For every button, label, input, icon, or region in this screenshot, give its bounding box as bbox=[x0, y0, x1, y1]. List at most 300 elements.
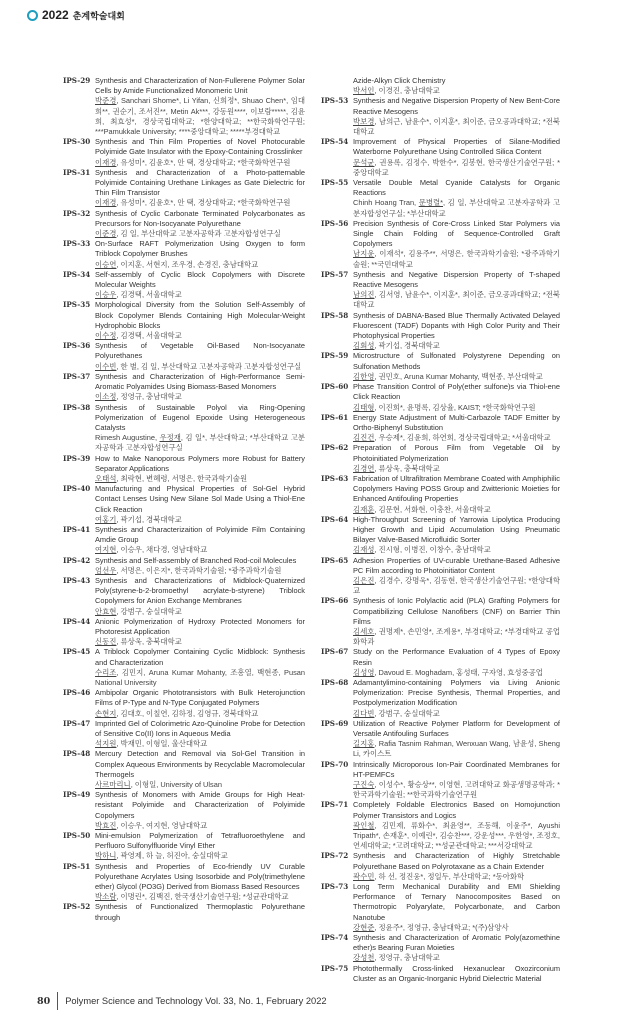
presenter: 곽수민 bbox=[353, 871, 375, 881]
entry-code: IPS-59 bbox=[321, 351, 349, 361]
entry-title: Synthesis and Characterization of Highly Stretchable Polyurethane Based on Polyrotaxane as a Chain Extender bbox=[353, 851, 560, 871]
entry-authors bbox=[95, 433, 305, 453]
coauthors: , 김경수, 강명욱*, 김동현, 한국생산기술연구원; *한양대학교 bbox=[353, 575, 560, 596]
coauthors: , 박재민, 이형일, 울산대학교 bbox=[116, 739, 208, 749]
right-column bbox=[321, 76, 560, 984]
entry-code: IPS-58 bbox=[321, 310, 349, 320]
entry-body bbox=[353, 964, 560, 984]
entry-title: A Triblock Copolymer Containing Cyclic Midblock: Synthesis and Characterization bbox=[95, 647, 305, 667]
entry-authors bbox=[353, 576, 560, 596]
coauthors-before: Rimesh Augustine, bbox=[95, 433, 160, 443]
presenter: 김은진 bbox=[353, 575, 375, 585]
presenter: 김한영 bbox=[353, 371, 375, 381]
entry-code: IPS-71 bbox=[321, 800, 349, 810]
entry-title: Fabrication of Ultrafiltration Membrane Coated with Amphiphilic Copolymers Having POSS Group and Zwitterionic Moieties for Enhanced Antifouling Properties bbox=[353, 473, 560, 504]
abstract-entry bbox=[63, 790, 305, 831]
entry-body bbox=[95, 525, 305, 556]
presenter: 박준경 bbox=[95, 96, 117, 106]
presenter: 김재훈 bbox=[353, 504, 375, 514]
entry-authors bbox=[95, 851, 305, 861]
entry-body bbox=[353, 647, 560, 678]
abstract-entry bbox=[63, 300, 305, 341]
entry-body bbox=[353, 96, 560, 137]
entry-code: IPS-72 bbox=[321, 851, 349, 861]
coauthors: , 진시형, 이병진, 이창수, 충남대학교 bbox=[374, 545, 491, 555]
abstract-entry bbox=[63, 525, 305, 556]
entry-body bbox=[95, 556, 305, 576]
coauthors: , 곽영제, 하 늘, 허진아, 숭실대학교 bbox=[116, 851, 228, 861]
presenter: 이재경 bbox=[95, 157, 117, 167]
entry-authors bbox=[353, 780, 560, 800]
abstract-entry bbox=[321, 515, 560, 556]
abstract-entry bbox=[63, 902, 305, 922]
entry-code: IPS-55 bbox=[321, 178, 349, 188]
entry-authors bbox=[353, 249, 560, 269]
coauthors: , 강범구, 숭실대학교 bbox=[374, 708, 440, 718]
entry-body bbox=[353, 443, 560, 474]
presenter: 박소람 bbox=[95, 892, 117, 902]
entry-title: High-Throughput Screening of Yarrowia Lipolytica Producing Higher Growth and Lipid Accumulation Using Pneumatic Bilayer Valve-Based Microfluidic Sorter bbox=[353, 514, 560, 545]
abstract-entry bbox=[63, 270, 305, 301]
coauthors: , 이승우, 채다경, 영남대학교 bbox=[116, 545, 208, 555]
coauthors: , 김 일, 부산대학교 고분자공학과 고분자합성연구실 bbox=[116, 229, 281, 239]
abstract-entry bbox=[63, 341, 305, 372]
entry-title: Phase Transition Control of Poly(ether sulfone)s via Thiol-ene Click Reaction bbox=[353, 382, 560, 402]
entry-code: IPS-46 bbox=[63, 688, 91, 698]
coauthors: , 하 선, 정진웅*, 정일두, 부산대학교; *동아화학 bbox=[374, 871, 525, 881]
entry-title: Completely Foldable Electronics Based on Homojunction Polymer Transistors and Logics bbox=[353, 800, 560, 820]
entry-title: Imprinted Gel of Colorimetric Azo-Quinoline Probe for Detection of Sensitive Co(II) Ions in Aqueous Media bbox=[95, 718, 305, 738]
entry-code: IPS-30 bbox=[63, 137, 91, 147]
entry-body bbox=[353, 800, 560, 851]
entry-body bbox=[95, 239, 305, 270]
entry-authors bbox=[95, 709, 305, 719]
entry-title: Manufacturing and Physical Properties of Sol-Gel Hybrid Contact Lenses Using New Silane Sol Made Using a Thiol-Ene Click Reaction bbox=[95, 484, 305, 514]
abstract-entry bbox=[63, 719, 305, 750]
coauthors: , Rafia Tasnim Rahman, Wenxuan Wang, 남윤성, Sheng Li, 카이스트 bbox=[353, 739, 560, 759]
entry-authors bbox=[353, 372, 560, 382]
coauthors: , 김 일, 부산대학교 고분자공학과 고분자합성연구실; *부산대학교 bbox=[353, 198, 561, 218]
abstract-entry bbox=[321, 351, 560, 382]
entry-authors bbox=[95, 331, 305, 341]
entry-body bbox=[95, 372, 305, 403]
presenter: 여지현 bbox=[95, 545, 117, 555]
presenter: 안효현 bbox=[95, 606, 117, 616]
entry-authors bbox=[353, 464, 560, 474]
entry-code: IPS-35 bbox=[63, 300, 91, 310]
entry-authors bbox=[95, 290, 305, 300]
abstract-entry bbox=[321, 800, 560, 851]
abstract-entry bbox=[321, 96, 560, 137]
coauthors: , 남의근, 남윤수*, 이지훈*, 최이준, 금오공과대학교; *전북대학교 bbox=[353, 116, 560, 137]
entry-code: IPS-49 bbox=[63, 790, 91, 800]
entry-body bbox=[95, 137, 305, 168]
entry-code: IPS-31 bbox=[63, 167, 91, 177]
coauthors-before: Chinh Hoang Tran, bbox=[353, 198, 419, 208]
abstract-entry bbox=[321, 719, 560, 760]
entry-body bbox=[95, 719, 305, 750]
entry-code: IPS-44 bbox=[63, 616, 91, 626]
presenter: 강현준 bbox=[353, 922, 375, 932]
abstract-entry bbox=[63, 484, 305, 525]
footer-divider bbox=[57, 992, 58, 1010]
coauthors: , 권명제*, 손민영*, 조계용*, 부경대학교; *부경대학교 공업화학과 bbox=[353, 626, 560, 647]
coauthors: , 김민지, Aruna Kumar Mohanty, 조흥열, 백현종, Pusan National University bbox=[95, 667, 305, 687]
entry-title: Synthesis and Negative Dispersion Property of T-shaped Reactive Mesogens bbox=[353, 269, 560, 290]
entry-code: IPS-50 bbox=[63, 831, 91, 841]
entry-title: Synthesis of Vegetable Oil-Based Non-Isocyanate Polyurethanes bbox=[95, 341, 305, 361]
entry-title: Synthesis and Characterizaition of Polyimide Film Containing Amdie Group bbox=[95, 524, 305, 545]
abstract-entry bbox=[63, 168, 305, 209]
entry-body bbox=[353, 933, 560, 964]
entry-code: IPS-38 bbox=[63, 402, 91, 412]
coauthors: , 권용록, 김정수, 박한수*, 김봉현, 한국생산기술연구원; *중앙대학교 bbox=[353, 157, 560, 177]
entry-body bbox=[353, 851, 560, 882]
entry-code: IPS-40 bbox=[63, 484, 91, 494]
abstract-entry bbox=[63, 454, 305, 485]
entry-code: IPS-75 bbox=[321, 963, 349, 973]
abstract-entry bbox=[321, 760, 560, 801]
entry-code: IPS-36 bbox=[63, 341, 91, 351]
entry-code: IPS-47 bbox=[63, 718, 91, 728]
entry-authors bbox=[353, 198, 560, 218]
entry-body bbox=[95, 576, 305, 617]
entry-title: Study on the Performance Evaluation of 4 Types of Epoxy Resin bbox=[353, 647, 560, 667]
presenter: 김태형 bbox=[353, 402, 375, 412]
entry-code: IPS-43 bbox=[63, 575, 91, 585]
entry-title: Synthesis and Characterization of a Photo-patternable Polyimide Containing Urethane Linkages as Gate Dielectric for Thin Film Transistor bbox=[95, 167, 305, 198]
presenter: 오태석 bbox=[95, 473, 117, 483]
entry-body bbox=[353, 137, 560, 178]
entry-authors bbox=[353, 505, 560, 515]
coauthors: , 김 일*, 부산대학교; *부산대학교 고분자공학과 고분자합성연구실 bbox=[95, 433, 305, 453]
coauthors: , 이승우, 여지현, 영남대학교 bbox=[116, 820, 208, 830]
entry-code: IPS-67 bbox=[321, 647, 349, 657]
journal-info: Polymer Science and Technology Vol. 33, No. 1, February 2022 bbox=[65, 996, 327, 1006]
entry-authors bbox=[353, 709, 560, 719]
entry-body bbox=[95, 76, 305, 137]
header-year: 2022 bbox=[42, 8, 69, 22]
entry-authors bbox=[353, 158, 560, 178]
entry-authors bbox=[95, 780, 305, 790]
presenter: 김경연 bbox=[353, 463, 375, 473]
presenter: 강성천 bbox=[353, 953, 375, 963]
entry-body bbox=[353, 882, 560, 933]
presenter: 남의진 bbox=[353, 290, 375, 300]
entry-authors bbox=[95, 96, 305, 137]
abstract-entry bbox=[63, 239, 305, 270]
entry-title: Photothermally Cross-linked Hexanuclear Oxozirconium Cluster as an Organic-Inorganic Hybrid Dielectric Material bbox=[353, 963, 560, 983]
abstract-entry bbox=[321, 933, 560, 964]
coauthors: , 이성수*, 황승상**, 이영현, 고려대학교 화공생명공학과; *한국과학기술원; **한국과학기술연구원 bbox=[353, 780, 560, 800]
abstract-entry bbox=[321, 270, 560, 311]
coauthors: , 정윤주*, 정영규, 충남대학교; *(주)삼양사 bbox=[374, 922, 509, 932]
entry-title: Versatile Double Metal Cyanide Catalysts for Organic Reactions bbox=[353, 178, 560, 198]
entry-authors bbox=[353, 627, 560, 647]
entry-body bbox=[95, 831, 305, 862]
entry-body bbox=[353, 351, 560, 382]
coauthors: , 김문현, 서화현, 이충찬, 서울대학교 bbox=[374, 504, 491, 514]
entry-code: IPS-56 bbox=[321, 218, 349, 228]
entry-code: IPS-33 bbox=[63, 239, 91, 249]
abstract-entry bbox=[321, 413, 560, 444]
coauthors: , 곽기섭, 경북대학교 bbox=[116, 514, 182, 524]
abstract-entry bbox=[63, 576, 305, 617]
entry-title: Adamantylimino-containing Polymers via Living Anionic Polymerization: Precise Synthesis, Thermal Properties, and Postpolymerization Modification bbox=[353, 677, 560, 708]
entry-body bbox=[353, 178, 560, 219]
abstract-entry bbox=[63, 403, 305, 454]
entry-authors bbox=[95, 362, 305, 372]
coauthors: , 이경진, 충남대학교 bbox=[374, 86, 440, 96]
entry-body bbox=[353, 219, 560, 270]
entry-title: Precision Synthesis of Core-Cross Linked Star Polymers via Single Chain Folding of Sequence-Controlled Graft Copolymers bbox=[353, 218, 560, 249]
entry-title: Synthesis of Functionalized Thermoplastic Polyurethane through bbox=[95, 902, 305, 922]
entry-authors bbox=[95, 892, 305, 902]
abstract-entry bbox=[321, 382, 560, 413]
abstract-entry bbox=[63, 556, 305, 576]
presenter: 이수빈 bbox=[95, 361, 117, 371]
coauthors: , 우승제*, 김윤희, 하연희, 경상국립대학교; *서울대학교 bbox=[374, 433, 551, 443]
presenter: 박하니 bbox=[95, 851, 117, 861]
presenter: 김회성 bbox=[353, 341, 375, 351]
presenter: 곽인철 bbox=[353, 820, 375, 830]
entry-title: Long Term Mechanical Durability and EMI Shielding Performance of Ternary Nanocomposites Based on Thermotropic Polyarylate, Polycarbonate, and Carbon Nanotube bbox=[353, 882, 560, 922]
entry-title: Microstructure of Sulfonated Polystyrene Depending on Sulfonation Methods bbox=[353, 351, 560, 371]
entry-authors bbox=[95, 607, 305, 617]
presenter: 석지원 bbox=[95, 739, 117, 749]
entry-title: Synthesis of Ionic Polylactic acid (PLA) Grafting Polymers for Compatibilizing Cellulose Nanofibers (CNF) on Barrier Thin Films bbox=[353, 596, 560, 626]
abstract-entry bbox=[63, 209, 305, 240]
presenter: 신동진 bbox=[95, 637, 117, 647]
entry-title: Synthesis of Sustainable Polyol via Ring-Opening Polymerization of Eugenol Epoxide Using Heterogeneous Catalysts bbox=[95, 402, 305, 432]
coauthors: , 이지훈, 서현지, 조우경, 손경진, 충남대학교 bbox=[116, 259, 259, 269]
entry-authors bbox=[95, 198, 305, 208]
presenter: 이수정 bbox=[95, 331, 117, 341]
abstract-entry bbox=[321, 219, 560, 270]
entry-title: How to Make Nanoporous Polymers more Robust for Battery Separator Applications bbox=[95, 453, 305, 473]
entry-authors bbox=[353, 739, 560, 759]
entry-authors bbox=[353, 953, 560, 963]
entry-body bbox=[353, 311, 560, 352]
entry-title: Azide-Alkyn Click Chemistry bbox=[353, 76, 446, 85]
abstract-entry bbox=[321, 474, 560, 515]
coauthors: , 이명린*, 김백진, 한국생산기술연구원; *성균관대학교 bbox=[116, 892, 289, 902]
presenter: 길지홍 bbox=[353, 739, 375, 749]
entry-code: IPS-32 bbox=[63, 208, 91, 218]
abstract-entry bbox=[63, 617, 305, 648]
entry-code: IPS-64 bbox=[321, 514, 349, 524]
entry-title: Synthesis and Thin Film Properties of Novel Photocurable Polyimide Gate Insulator with the Epoxy-Containing Crosslinker bbox=[95, 137, 305, 157]
abstract-entry bbox=[321, 964, 560, 984]
entry-authors bbox=[95, 158, 305, 168]
abstract-entry bbox=[63, 862, 305, 903]
presenter: 남지윤 bbox=[353, 249, 375, 259]
coauthors: , 이진희*, 윤명록, 김상율, KAIST; *한국화학연구원 bbox=[374, 402, 536, 412]
coauthors: , 권민호, Aruna Kumar Mohanty, 백현종, 부산대학교 bbox=[374, 371, 543, 381]
entry-authors bbox=[353, 821, 560, 852]
entry-authors bbox=[353, 923, 560, 933]
coauthors: , 이형일, University of Ulsan bbox=[130, 780, 222, 790]
coauthors: , 김서영, 남윤수*, 이지훈*, 최이준, 금오공과대학교; *전북대학교 bbox=[353, 290, 560, 310]
header-title: 춘계학술대회 bbox=[72, 10, 125, 21]
entry-body bbox=[353, 556, 560, 597]
abstract-entry bbox=[63, 831, 305, 862]
abstract-entry bbox=[321, 178, 560, 219]
abstract-entry bbox=[321, 443, 560, 474]
abstract-entry bbox=[321, 851, 560, 882]
presenter: 이승우 bbox=[95, 290, 117, 300]
coauthors: , 한 별, 김 일, 부산대학교 고분자공학과 고분자합성연구실 bbox=[116, 361, 302, 371]
abstract-entry bbox=[63, 749, 305, 790]
coauthors: , 정영규, 충남대학교 bbox=[374, 953, 440, 963]
entry-title: Adhesion Properties of UV-curable Urethane-Based Adhesive PC Film according to Photoinitiator Content bbox=[353, 555, 560, 575]
entry-code: IPS-57 bbox=[321, 269, 349, 279]
abstract-entry bbox=[321, 596, 560, 647]
presenter: 구진숙 bbox=[353, 780, 375, 790]
entry-authors bbox=[95, 637, 305, 647]
entry-code: IPS-29 bbox=[63, 76, 91, 85]
entry-title: Synthesis and Self-assembly of Branched Rod-coil Molecules bbox=[95, 555, 297, 565]
entry-title: Ambipolar Organic Phototransistors with Bulk Heterojunction Films of P-Type and N-Type Conjugated Polymers bbox=[95, 688, 305, 708]
entry-code: IPS-52 bbox=[63, 902, 91, 912]
abstract-entry bbox=[63, 137, 305, 168]
abstract-entry bbox=[321, 137, 560, 178]
abstract-entry bbox=[63, 372, 305, 403]
entry-authors bbox=[95, 474, 305, 484]
entry-body bbox=[353, 596, 560, 647]
presenter: 김재성 bbox=[353, 545, 375, 555]
entry-body bbox=[95, 209, 305, 240]
left-column bbox=[63, 76, 305, 923]
entry-body bbox=[95, 862, 305, 903]
entry-authors bbox=[353, 403, 560, 413]
presenter: 엄선우 bbox=[95, 565, 117, 575]
entry-authors bbox=[353, 290, 560, 310]
entry-authors bbox=[353, 668, 560, 678]
entry-authors bbox=[95, 668, 305, 688]
entry-authors bbox=[353, 86, 560, 96]
entry-body bbox=[353, 474, 560, 515]
entry-code: IPS-41 bbox=[63, 524, 91, 534]
entry-title: Synthesis and Characterizations of Midblock-Quaternized Poly(styrene-b-2-bromoethyl acrylate-b-styrene) Triblock Copolymers for Anion Exchange Membranes bbox=[95, 575, 305, 606]
coauthors: , 최락현, 변혜령, 서명은, 한국과학기술원 bbox=[116, 473, 248, 483]
coauthors: , 류상욱, 충북대학교 bbox=[374, 463, 440, 473]
entry-body bbox=[353, 678, 560, 719]
presenter: 이소정 bbox=[95, 392, 117, 402]
presenter: 손현지 bbox=[95, 708, 117, 718]
entry-body bbox=[95, 617, 305, 648]
entry-authors bbox=[353, 545, 560, 555]
abstract-entry bbox=[321, 647, 560, 678]
entry-title: Self-assembly of Cyclic Block Copolymers with Discrete Molecular Weights bbox=[95, 269, 305, 290]
presenter: 우정재 bbox=[159, 433, 181, 443]
entry-title: Mini-emulsion Polymerization of Tetrafluoroethylene and Perfluoro Sulfonylfluoride Vinyl Ether bbox=[95, 831, 305, 851]
presenter: 박보경 bbox=[353, 116, 375, 126]
entry-title: Synthesis and Properties of Eco-friendly UV Curable Polyurethane Acrylates Using Isosorbide and Poly(trimethylene ether) Glycol (PO3G) Derived from Biomass Based Resources bbox=[95, 861, 305, 892]
entry-continuation bbox=[321, 76, 560, 96]
abstract-entry bbox=[63, 76, 305, 137]
entry-title: Intrinsically Microporous Ion-Pair Coordinated Membranes for HT-PEMFCs bbox=[353, 759, 560, 779]
coauthors: , 서명은, 이은지*, 한국과학기술원; *광주과학기술원 bbox=[116, 565, 282, 575]
entry-body bbox=[95, 749, 305, 790]
entry-code: IPS-45 bbox=[63, 647, 91, 657]
entry-code: IPS-68 bbox=[321, 677, 349, 687]
entry-body bbox=[353, 382, 560, 413]
page-number: 80 bbox=[37, 995, 51, 1007]
abstract-entry bbox=[321, 678, 560, 719]
entry-title: Preparation of Porous Film from Vegetable Oil by Photoinitiated Polymerization bbox=[353, 443, 560, 463]
entry-title: Improvement of Physical Properties of Silane-Modified Waterborne Polyurethane Using Controlled Silica Content bbox=[353, 137, 560, 157]
coauthors: , 김경택, 서울대학교 bbox=[116, 290, 182, 300]
entry-authors bbox=[95, 739, 305, 749]
entry-body bbox=[353, 719, 560, 760]
page-header bbox=[27, 8, 125, 22]
entry-authors bbox=[95, 260, 305, 270]
presenter: 이재경 bbox=[95, 198, 117, 208]
abstract-entry bbox=[321, 882, 560, 933]
entry-code: IPS-65 bbox=[321, 555, 349, 565]
entry-body bbox=[353, 270, 560, 311]
entry-authors bbox=[95, 392, 305, 402]
presenter: 박효진 bbox=[95, 820, 117, 830]
coauthors: , 이재석*, 김용주**, 서명은, 한국과학기술원; *광주과학기술원; **국민대학교 bbox=[353, 249, 560, 269]
entry-code: IPS-63 bbox=[321, 473, 349, 483]
entry-body bbox=[95, 688, 305, 719]
entry-code: IPS-51 bbox=[63, 861, 91, 871]
entry-body bbox=[95, 902, 305, 922]
entry-code: IPS-69 bbox=[321, 718, 349, 728]
coauthors: , 유성미*, 김윤호*, 안 택, 경상대학교; *한국화학연구원 bbox=[116, 157, 291, 167]
entry-code: IPS-34 bbox=[63, 269, 91, 279]
presenter: 김다빈 bbox=[353, 708, 375, 718]
entry-title: Anionic Polymerization of Hydroxy Protected Monomers for Photoresist Application bbox=[95, 616, 305, 636]
entry-code: IPS-60 bbox=[321, 382, 349, 392]
entry-authors bbox=[353, 872, 560, 882]
presenter: 수리조 bbox=[95, 667, 117, 677]
entry-body bbox=[95, 647, 305, 688]
entry-body bbox=[95, 168, 305, 209]
entry-body bbox=[353, 413, 560, 444]
abstract-entry bbox=[63, 647, 305, 688]
entry-authors bbox=[353, 117, 560, 137]
entry-title: Synthesis and Characterization of High-Performance Semi-Aromatic Polyamides Using Biomass-Based Monomers bbox=[95, 371, 305, 392]
entry-code: IPS-61 bbox=[321, 412, 349, 422]
entry-title: Utilization of Reactive Polymer Platform for Development of Versatile Antifouling Surfaces bbox=[353, 718, 560, 738]
entry-title: Synthesis and Characterization of Aromatic Poly(azomethine ether)s Bearing Furan Moieties bbox=[353, 933, 560, 953]
presenter: 김세호 bbox=[353, 626, 375, 636]
presenter: 여홍기 bbox=[95, 514, 117, 524]
entry-title: Synthesis of Cyclic Carbonate Terminated Polycarbonates as Precursors for Non-Isocyanate Polyurethane bbox=[95, 208, 305, 228]
coauthors: , 김대호, 이칠연, 김하정, 김영규, 경북대학교 bbox=[116, 708, 259, 718]
entry-code: IPS-42 bbox=[63, 555, 91, 565]
entry-code: IPS-53 bbox=[321, 96, 349, 106]
coauthors: , 강범구, 숭실대학교 bbox=[116, 606, 182, 616]
entry-body bbox=[353, 515, 560, 556]
entry-body bbox=[95, 341, 305, 372]
entry-title: Morphological Diversity from the Solution Self-Assembly of Block Copolymer Blends Containing High Molecular-Weight Hydrophobic Blocks bbox=[95, 300, 305, 330]
entry-code: IPS-66 bbox=[321, 596, 349, 606]
entry-code: IPS-37 bbox=[63, 371, 91, 381]
page-footer bbox=[37, 992, 327, 1010]
entry-authors bbox=[95, 545, 305, 555]
coauthors: , 류상욱, 충북대학교 bbox=[116, 637, 182, 647]
presenter: 사르마리니 bbox=[95, 780, 131, 790]
entry-body bbox=[95, 270, 305, 301]
entry-title: Synthesis and Negative Dispersion Property of New Bent-Core Reactive Mesogens bbox=[353, 96, 560, 116]
entry-body bbox=[353, 760, 560, 801]
presenter: 문병렬* bbox=[418, 198, 443, 208]
entry-authors bbox=[95, 229, 305, 239]
